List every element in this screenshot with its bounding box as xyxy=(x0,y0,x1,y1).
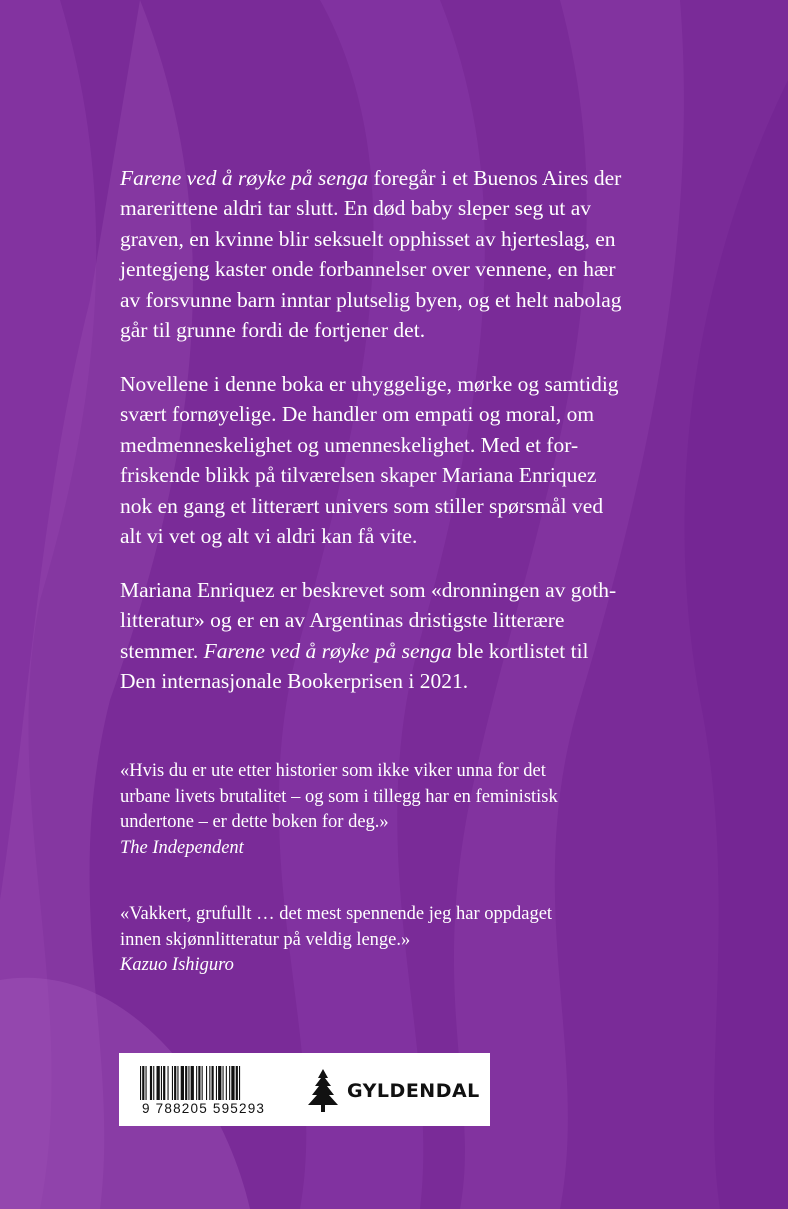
barcode-bar xyxy=(150,1066,152,1100)
barcode-bar xyxy=(202,1066,203,1100)
barcode-bar xyxy=(206,1066,207,1100)
review-quote-1: «Hvis du er ute etter historier som ikke viker unna for det urbane livets brutalitet – og som i tillegg har en feministisk undertone – er dette boken for deg.» The Independent xyxy=(120,759,680,861)
barcode-bar xyxy=(163,1066,165,1100)
barcode-bar xyxy=(185,1066,187,1100)
barcode-bar xyxy=(146,1066,147,1100)
barcode-bar xyxy=(161,1066,162,1100)
barcode-bar xyxy=(174,1066,176,1100)
barcode-bar xyxy=(153,1066,154,1100)
barcode-bar xyxy=(188,1066,189,1100)
barcode-bar xyxy=(229,1066,230,1100)
blurb-paragraph-3: Mariana Enriquez er beskrevet som «dronningen av goth- litteratur» og er en av Argentinas dristigste litterære stemmer. Farene ved å røyke på senga ble kortlistet til Den internasjonale Bookerprisen i 2021. xyxy=(120,578,617,694)
barcode-bar xyxy=(209,1066,210,1100)
blurb-paragraph-1: Farene ved å røyke på senga foregår i et Buenos Aires der marerittene aldri tar slutt. En død baby sleper seg ut av graven, en kvinne blir seksuelt opphisset av hjerteslag, en jentegjeng kaster onde forbannelser over vennene, en hær av forsvunne barn inntar plutselig byen, og et helt nabolag går til grunne fordi de fortjener det. xyxy=(120,166,622,343)
barcode-bar xyxy=(218,1066,221,1100)
barcode-bar xyxy=(142,1066,144,1100)
review-quote-2: «Vakkert, grufullt … det mest spennende jeg har oppdaget innen skjønnlitteratur på veldig lenge.» Kazuo Ishiguro xyxy=(120,902,680,979)
barcode-bar xyxy=(168,1066,169,1100)
isbn-number: 9 788205 595293 xyxy=(142,1101,266,1116)
book-title: Farene ved å røyke på senga xyxy=(203,638,452,663)
barcode-bar xyxy=(239,1066,240,1100)
barcode-bar xyxy=(140,1066,141,1100)
barcode-panel xyxy=(119,1053,490,1126)
barcode-bar xyxy=(226,1066,227,1100)
barcode-bar xyxy=(196,1066,197,1100)
barcode-bar xyxy=(212,1066,214,1100)
barcode-bar xyxy=(177,1066,178,1100)
barcode-bar xyxy=(172,1066,173,1100)
barcode-bar xyxy=(157,1066,160,1100)
barcode-bar xyxy=(216,1066,217,1100)
barcode-bar xyxy=(198,1066,200,1100)
barcode xyxy=(140,1066,280,1100)
barcode-bar xyxy=(181,1066,184,1100)
blurb-paragraph-2: Novellene i denne boka er uhyggelige, mørke og samtidig svært fornøyelige. De handler om empati og moral, om medmenneskelighet og umenneskelighet. Med et for- friskende blikk på tilværelsen skaper Mariana Enriquez nok en gang et litterært univers som stiller spørsmål ved alt vi vet og alt vi aldri kan få vite. xyxy=(120,372,619,549)
publisher-logo: GYLDENDAL xyxy=(347,1080,480,1102)
tree-icon xyxy=(306,1069,340,1113)
barcode-bar xyxy=(231,1066,234,1100)
barcode-bar xyxy=(223,1066,224,1100)
barcode-bar xyxy=(191,1066,194,1100)
book-title: Farene ved å røyke på senga xyxy=(120,166,369,190)
quote-source: The Independent xyxy=(120,837,244,858)
barcode-bar xyxy=(236,1066,238,1100)
quote-source: Kazuo Ishiguro xyxy=(120,955,234,976)
